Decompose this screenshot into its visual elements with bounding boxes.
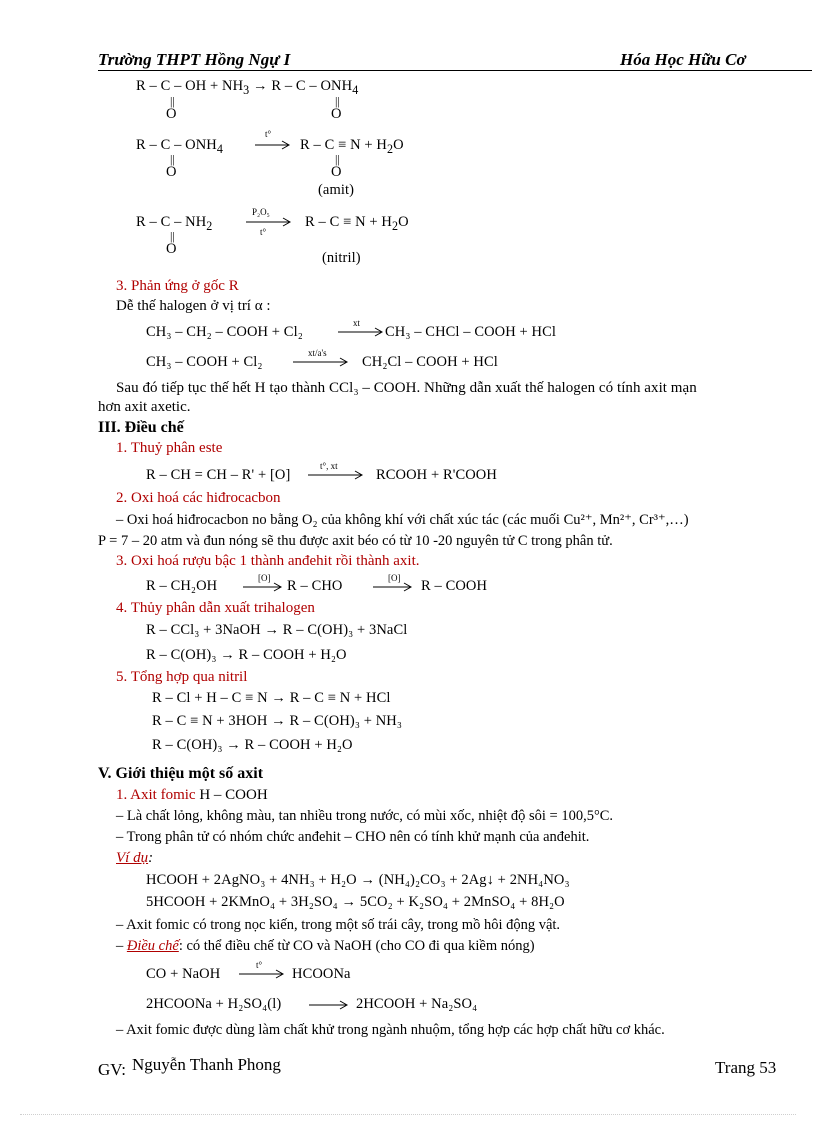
oxygen-label: O — [331, 106, 342, 122]
equation-nitrile-3: R – C(OH)₃ → R – COOH + H₂O — [152, 737, 353, 753]
condition-xt-as: xt/a's — [308, 348, 327, 358]
heading-hydrocarbon-oxidation: 2. Oxi hoá các hiđrocacbon — [116, 490, 281, 506]
reaction-arrow — [308, 470, 364, 480]
header-subject: Hóa Học Hữu Cơ — [620, 50, 746, 69]
text-formic-preparation: – Điều chế: có thể điều chế từ CO và NaOH (cho CO đi qua kiềm nóng) — [116, 938, 535, 954]
condition-xt: xt — [353, 318, 361, 328]
header-rule — [98, 70, 812, 71]
page-bottom-border — [20, 1114, 796, 1115]
equation-chlorination-1: CH₃ – CH₂ – COOH + Cl₂ — [146, 324, 303, 340]
equation-chlorination-2-product: CH₂Cl – COOH + HCl — [362, 354, 498, 370]
heading-alcohol-oxidation: 3. Oxi hoá rượu bậc 1 thành anđehit rồi thành axit. — [116, 553, 420, 569]
footer-page-number: Trang 53 — [715, 1058, 777, 1077]
equation-alcohol: R – CH₂OH — [146, 578, 218, 594]
label-amit: (amit) — [318, 182, 355, 198]
equation-formate-acidify: 2HCOONa + H₂SO₄(l) — [146, 996, 282, 1012]
equation-permanganate: 5HCOOH + 2KMnO₄ + 3H₂SO₄ → 5CO₂ + K₂SO₄ + 2MnSO₄ + 8H₂O — [146, 894, 565, 910]
equation-oxidative-cleavage-product: RCOOH + R'COOH — [376, 467, 497, 483]
paragraph-trichloro-cont: hơn axit axetic. — [98, 399, 191, 415]
equation-amide-salt: R – C – OH + $NH_3 \to R - C - ONH_4$ — [136, 78, 359, 97]
paragraph-hydrocarbon-oxidation-cont: P = 7 – 20 atm và đun nóng sẽ thu được axit béo có từ 10 -20 nguyên tử C trong phân tử. — [98, 533, 613, 549]
text-alpha-halogen: Dễ thế halogen ở vị trí α : — [116, 298, 271, 314]
condition-heat: t° — [256, 960, 263, 970]
double-bond-mark: || — [170, 229, 175, 243]
equation-chlorination-1-product: CH₃ – CHCl – COOH + HCl — [385, 324, 557, 340]
double-bond-mark: || — [335, 152, 340, 166]
heading-nitrile-synthesis: 5. Tổng hợp qua nitril — [116, 669, 248, 685]
equation-nitrile-1: R – Cl + H – C ≡ N → R – C ≡ N + HCl — [152, 690, 391, 706]
reaction-arrow — [338, 327, 384, 337]
text-formic-occurrence: – Axit fomic có trong nọc kiến, trong một số trái cây, trong mồ hôi động vật. — [116, 917, 561, 933]
reaction-arrow — [255, 140, 291, 150]
heading-trihalide-hydrolysis: 4. Thủy phân dẫn xuất trihalogen — [116, 600, 315, 616]
condition-heat: t° — [260, 227, 267, 237]
equation-trihalide-2: R – C(OH)₃ → R – COOH + H₂O — [146, 647, 347, 663]
reaction-arrow — [309, 1000, 349, 1010]
paragraph-hydrocarbon-oxidation: – Oxi hoá hiđrocacbon no bằng O₂ của không khí với chất xúc tác (các muối Cu²⁺, Mn²⁺, Cr³⁺,…) — [116, 512, 689, 528]
equation-nitrile: R – C – $NH_2$ — [136, 214, 213, 233]
oxygen-label: O — [166, 164, 177, 180]
condition-heat: t° — [265, 129, 272, 139]
equation-co-naoh: CO + NaOH — [146, 966, 221, 982]
reaction-arrow — [373, 582, 413, 592]
paragraph-trichloro: Sau đó tiếp tục thế hết H tạo thành CCl₃ – COOH. Những dẫn xuất thế halogen có tính axit mạn — [116, 380, 697, 396]
double-bond-mark: || — [170, 152, 175, 166]
heading-formic-acid: 1. Axit fomic H – COOH — [116, 787, 268, 803]
text-formic-reducing: – Trong phân tử có nhóm chức anđehit – CHO nên có tính khử mạnh của anđehit. — [116, 829, 590, 845]
text-formic-properties: – Là chất lỏng, không màu, tan nhiều trong nước, có mùi xốc, nhiệt độ sôi = 100,5°C. — [116, 808, 614, 824]
equation-aldehyde: R – CHO — [287, 578, 343, 594]
equation-sodium-formate: HCOONa — [292, 966, 351, 982]
oxygen-label: O — [331, 164, 342, 180]
header-school: Trường THPT Hồng Ngự I — [98, 50, 291, 69]
double-bond-mark: || — [170, 94, 175, 108]
heading-ester-hydrolysis: 1. Thuỷ phân este — [116, 440, 223, 456]
reaction-arrow — [246, 217, 292, 227]
equation-nitrile-2: R – C ≡ N + 3HOH → R – C(OH)₃ + NH₃ — [152, 713, 403, 729]
equation-silver-mirror: HCOOH + 2AgNO₃ + 4NH₃ + H₂O → (NH₄)₂CO₃ + 2Ag↓ + 2NH₄NO₃ — [146, 872, 570, 888]
heading-preparation: III. Điều chế — [98, 419, 184, 436]
equation-chlorination-2: CH₃ – COOH + Cl₂ — [146, 354, 263, 370]
equation-trihalide-1: R – CCl₃ + 3NaOH → R – C(OH)₃ + 3NaCl — [146, 622, 408, 638]
condition-p2o5: P₂O₅ — [252, 207, 270, 217]
equation-oxidative-cleavage: R – CH = CH – R' + [O] — [146, 467, 291, 483]
double-bond-mark: || — [335, 94, 340, 108]
oxygen-label: O — [166, 106, 177, 122]
reaction-arrow — [293, 357, 349, 367]
text-formic-uses: – Axit fomic được dùng làm chất khử trong ngành nhuộm, tổng hợp các hợp chất hữu cơ khác. — [116, 1022, 665, 1038]
condition-oxidation: [O] — [258, 573, 271, 583]
reaction-arrow — [243, 582, 283, 592]
reaction-arrow — [239, 969, 285, 979]
equation-nitrile-product: $R - C \equiv N + H_2O$ — [305, 214, 409, 233]
condition-oxidation: [O] — [388, 573, 401, 583]
footer-gv-label: GV: — [98, 1060, 127, 1079]
equation-amide-product: $R - C \equiv N + H_2O$ — [300, 137, 404, 156]
equation-amide: R – C – $ONH_4$ — [136, 137, 223, 156]
label-example: Ví dụ: — [116, 850, 154, 866]
equation-acid: R – COOH — [421, 578, 488, 594]
condition-heat-xt: t°, xt — [320, 461, 338, 471]
oxygen-label: O — [166, 241, 177, 257]
footer-teacher: Nguyễn Thanh Phong — [132, 1055, 281, 1074]
heading-some-acids: V. Giới thiệu một số axit — [98, 765, 264, 782]
heading-reaction-at-r: 3. Phản ứng ở gốc R — [116, 278, 239, 294]
label-nitril: (nitril) — [322, 250, 361, 266]
equation-formate-acidify-product: 2HCOOH + Na₂SO₄ — [356, 996, 478, 1012]
